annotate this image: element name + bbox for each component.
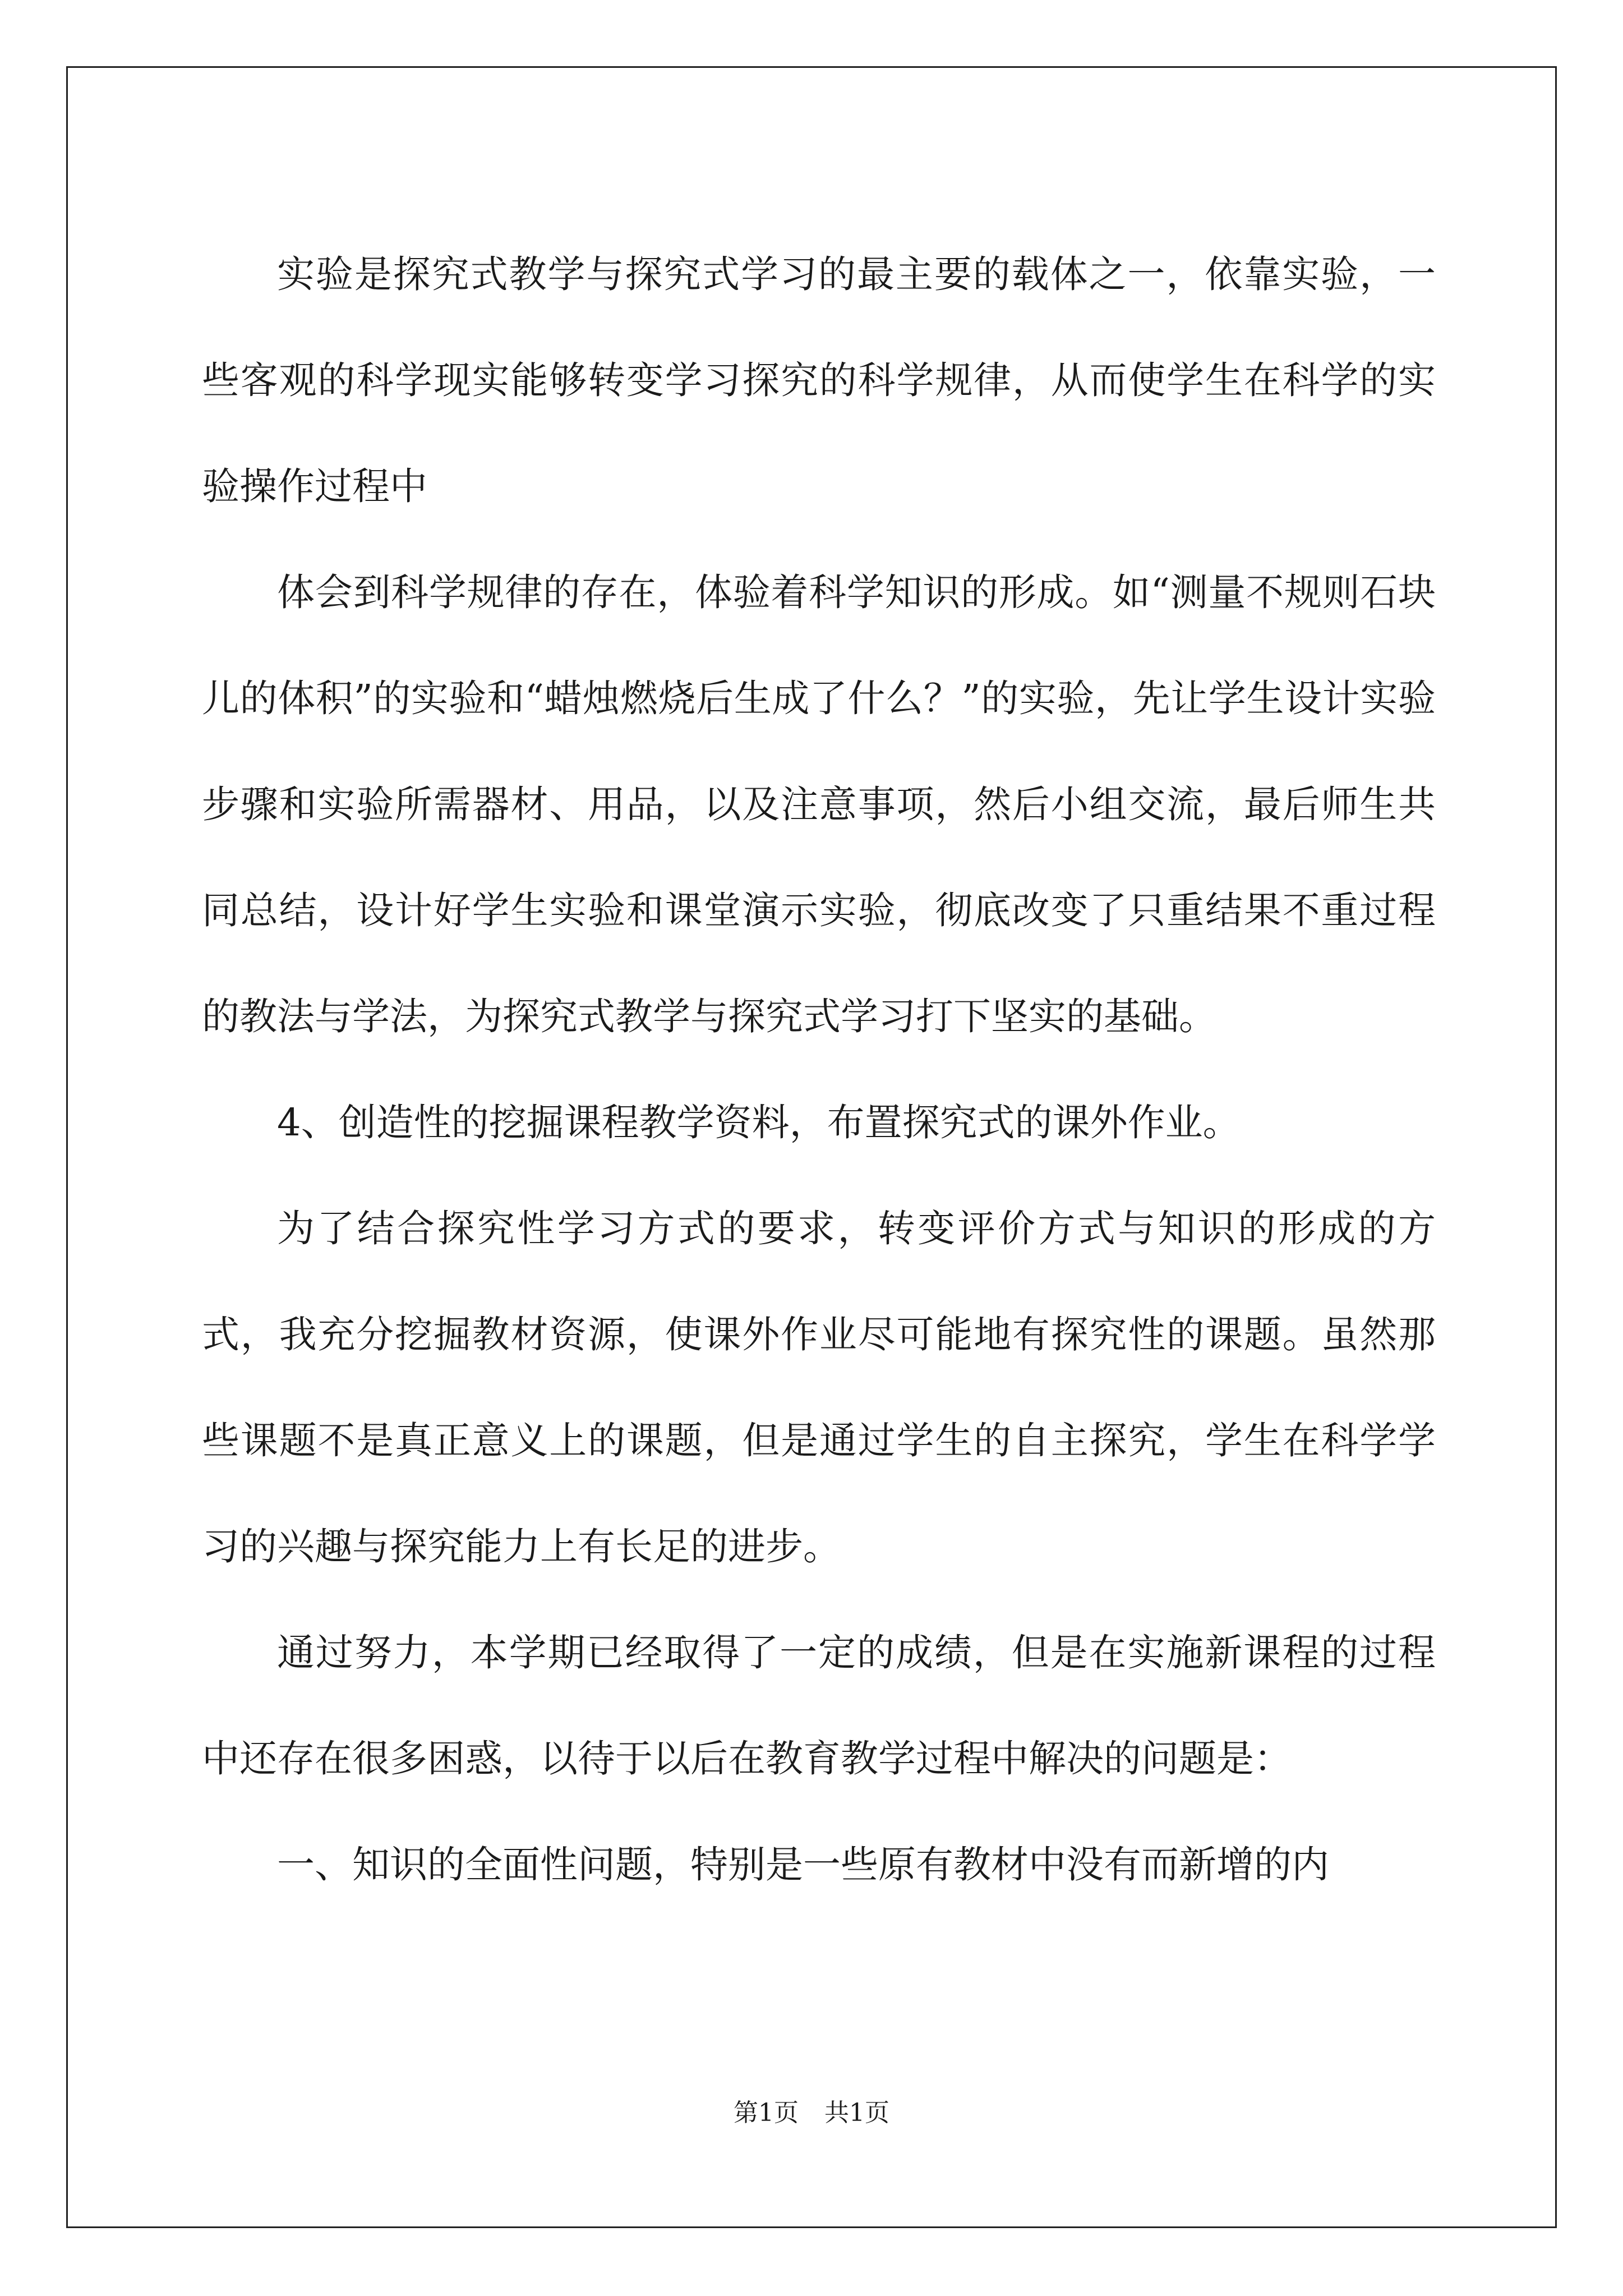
- paragraph: 4、创造性的挖掘课程教学资料，布置探究式的课外作业。: [277, 1101, 1241, 1144]
- document-body: [202, 222, 1436, 1918]
- page-number-total: 共1页: [824, 2099, 889, 2127]
- paragraph: 体会到科学规律的存在，体验着科学知识的形成。如“测量不规则石块儿的体积”的实验和“蜡烛燃烧后生成了什么？”的实验，先让学生设计实验步骤和实验所需器材、用品，以及注意事项，然后小组交流，最后师生共同总结，设计好学生实验和课堂演示实验，彻底改变了只重结果不重过程的教法与学法，为探究式教学与探究式学习打下坚实的基础。: [202, 570, 1436, 1038]
- paragraph: 一、知识的全面性问题，特别是一些原有教材中没有而新增的内: [277, 1843, 1329, 1887]
- page-number-current: 第1页: [734, 2099, 799, 2127]
- page-footer: [0, 2092, 1623, 2128]
- paragraph: 为了结合探究性学习方式的要求，转变评价方式与知识的形成的方式，我充分挖掘教材资源，使课外作业尽可能地有探究性的课题。虽然那些课题不是真正意义上的课题，但是通过学生的自主探究，学生在科学学习的兴趣与探究能力上有长足的进步。: [202, 1207, 1436, 1568]
- paragraph: 实验是探究式教学与探究式学习的最主要的载体之一，依靠实验，一些客观的科学现实能够转变学习探究的科学规律，从而使学生在科学的实验操作过程中: [202, 252, 1436, 508]
- paragraph: 通过努力，本学期已经取得了一定的成绩，但是在实施新课程的过程中还存在很多困惑，以待于以后在教育教学过程中解决的问题是：: [202, 1631, 1436, 1780]
